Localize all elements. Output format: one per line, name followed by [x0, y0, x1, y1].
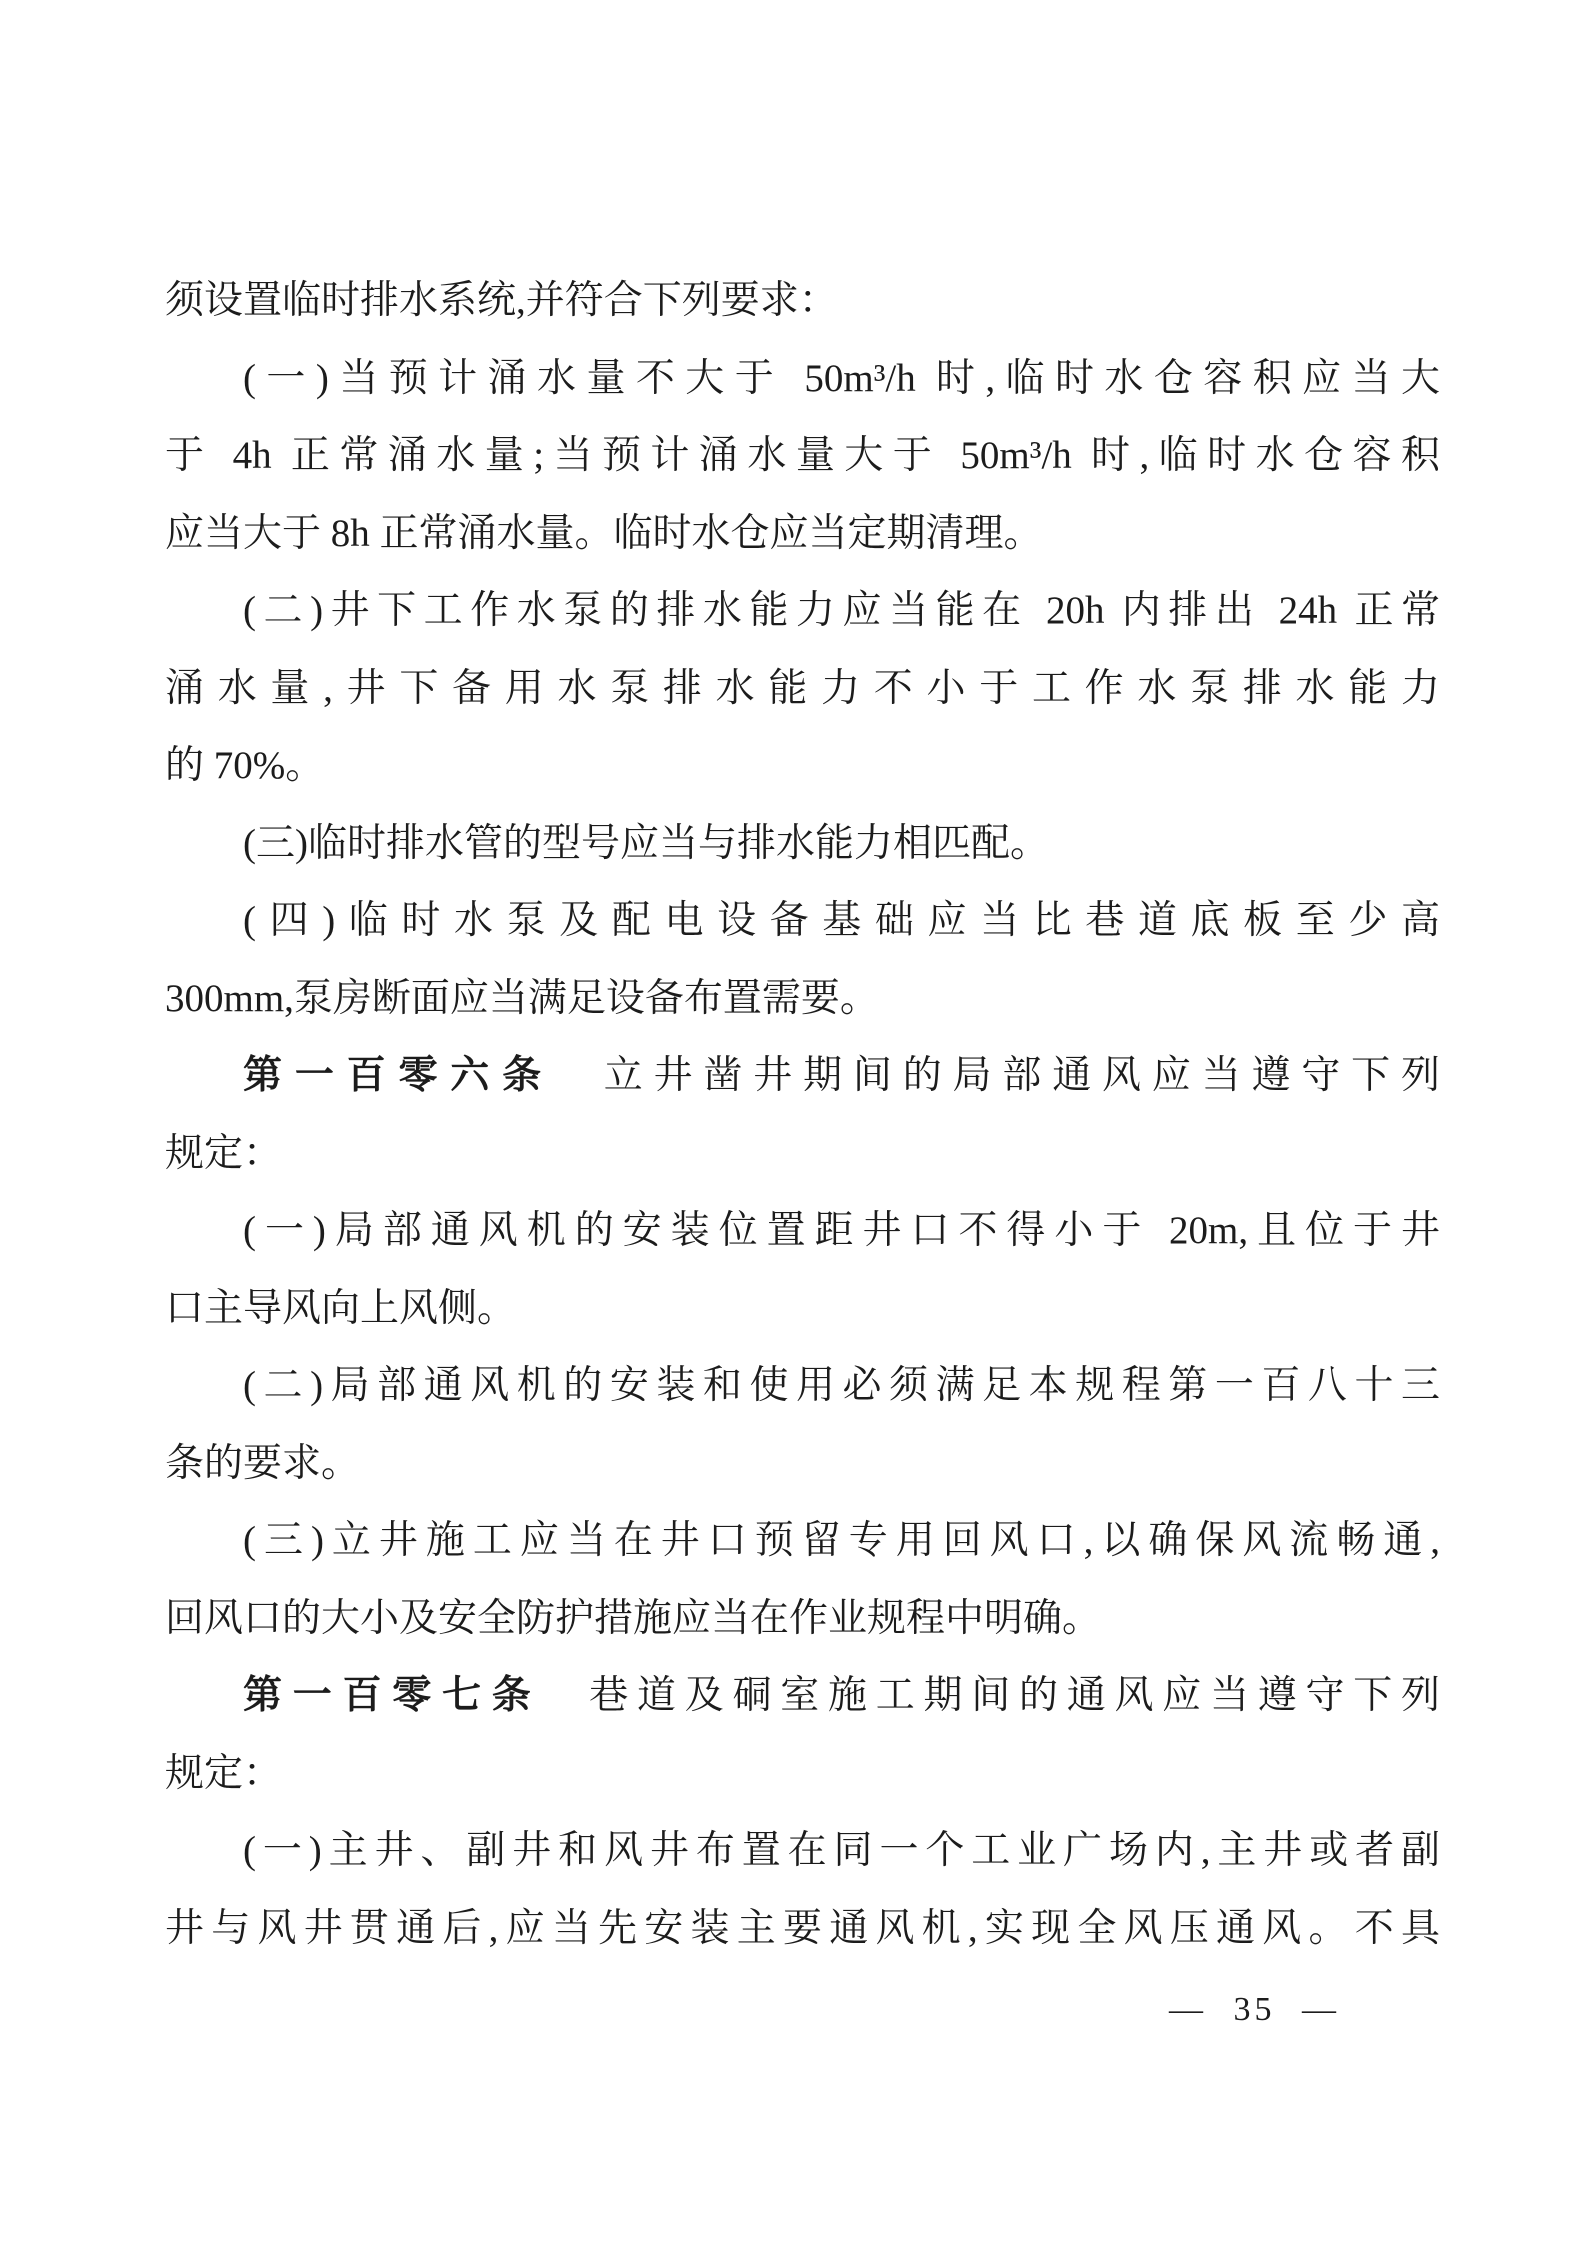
- line-text: (四)临时水泵及配电设备基础应当比巷道底板至少高: [243, 899, 1440, 942]
- text-line: [165, 262, 1440, 340]
- text-line: [165, 1890, 1440, 1968]
- line-text: 井与风井贯通后,应当先安装主要通风机,实现全风压通风。不具: [165, 1906, 1440, 1950]
- line-text: 立井凿井期间的局部通风应当遵守下列: [553, 1054, 1440, 1097]
- text-line: [165, 495, 1440, 573]
- text-line: [165, 1192, 1440, 1270]
- line-text: (二)局部通风机的安装和使用必须满足本规程第一百八十三: [243, 1364, 1440, 1407]
- line-text: 条的要求。: [165, 1441, 361, 1485]
- line-text: (一)当预计涌水量不大于 50m³/h 时,临时水仓容积应当大: [243, 356, 1440, 400]
- text-line: [165, 1580, 1440, 1658]
- page-number-label: — 35 —: [1169, 1991, 1340, 2028]
- line-text: (二)井下工作水泵的排水能力应当能在 20h 内排出 24h 正常: [243, 589, 1440, 632]
- line-text: 于 4h 正常涌水量;当预计涌水量大于 50m³/h 时,临时水仓容积: [165, 434, 1440, 477]
- line-text: (一)主井、副井和风井布置在同一个工业广场内,主井或者副: [243, 1829, 1440, 1872]
- text-line: [165, 1502, 1440, 1580]
- text-line: [165, 1270, 1440, 1348]
- text-line: [165, 882, 1440, 960]
- article-heading-line: [165, 1657, 1440, 1735]
- text-line: [165, 572, 1440, 650]
- line-text: (一)局部通风机的安装位置距井口不得小于 20m,且位于井: [243, 1209, 1440, 1252]
- line-text: 回风口的大小及安全防护措施应当在作业规程中明确。: [165, 1596, 1102, 1640]
- article-heading-line: [165, 1037, 1440, 1115]
- text-line: [165, 1115, 1440, 1193]
- text-line: [165, 340, 1440, 418]
- line-text: 规定：: [165, 1131, 283, 1175]
- text-line: [165, 960, 1440, 1038]
- line-text: 涌水量,井下备用水泵排水能力不小于工作水泵排水能力: [165, 666, 1440, 710]
- text-line: [165, 1812, 1440, 1890]
- text-line: [165, 805, 1440, 883]
- text-line: [165, 1347, 1440, 1425]
- line-text: 巷道及硐室施工期间的通风应当遵守下列: [541, 1674, 1440, 1717]
- line-text: 的 70%。: [165, 744, 325, 787]
- line-text: 规定：: [165, 1751, 283, 1795]
- text-line: [165, 727, 1440, 805]
- document-body: [165, 262, 1440, 1967]
- text-line: [165, 1735, 1440, 1813]
- line-text: 300mm,泵房断面应当满足设备布置需要。: [165, 976, 879, 1020]
- line-text: 须设置临时排水系统,并符合下列要求：: [165, 279, 838, 322]
- line-text: (三)临时排水管的型号应当与排水能力相匹配。: [243, 821, 1049, 865]
- text-line: [165, 650, 1440, 728]
- line-text: (三)立井施工应当在井口预留专用回风口,以确保风流畅通,: [243, 1519, 1440, 1562]
- line-text: 口主导风向上风侧。: [165, 1286, 517, 1330]
- article-number: 第一百零七条: [243, 1674, 542, 1717]
- text-line: [165, 417, 1440, 495]
- text-line: [165, 1425, 1440, 1503]
- line-text: 应当大于 8h 正常涌水量。临时水仓应当定期清理。: [165, 511, 1043, 555]
- article-number: 第一百零六条: [243, 1054, 554, 1097]
- page-number: [1169, 1985, 1340, 2035]
